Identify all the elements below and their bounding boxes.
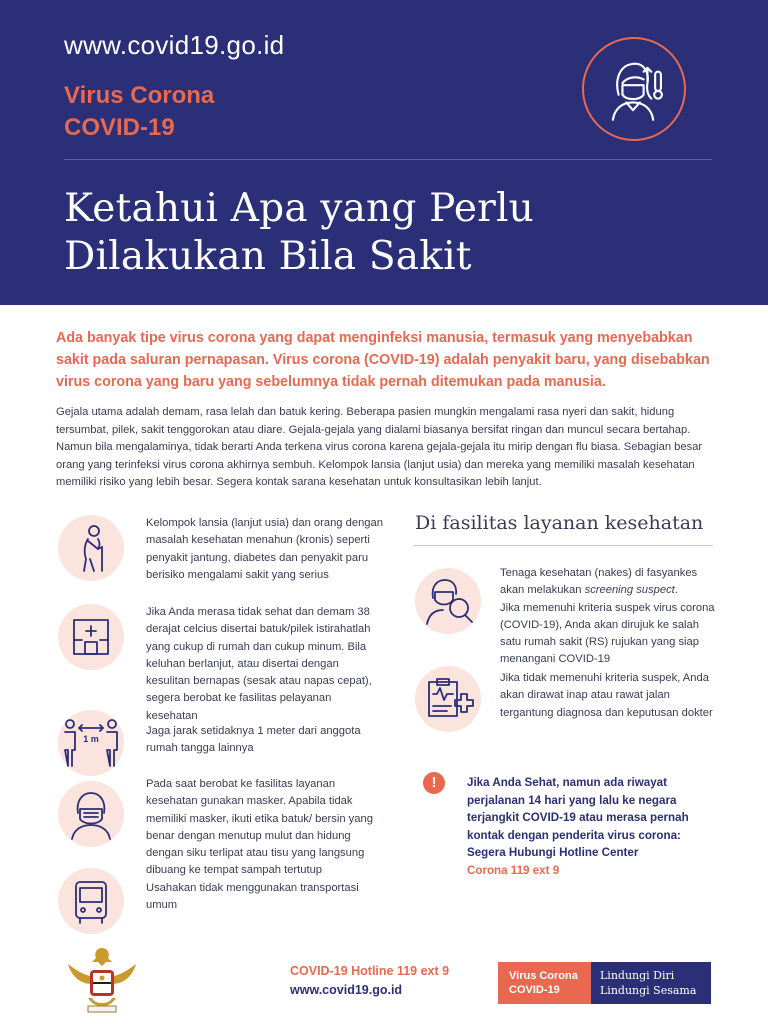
lindungi-badge [591, 962, 711, 1004]
virus-title-line2: COVID-19 [64, 114, 175, 141]
garuda-emblem-icon [62, 940, 142, 1020]
alert-text: Jika Anda Sehat, namun ada riwayat perjalanan 14 hari yang lalu ke negara terjangkit COVID-19 atau merasa pernah kontak dengan penderita virus corona: Segera Hubungi Hotline Center [467, 776, 689, 859]
right-title-divider [413, 545, 713, 546]
right-item-line1: Tenaga kesehatan (nakes) di fasyankes [500, 567, 698, 579]
virus-title-line1: Virus Corona [64, 82, 215, 109]
distance-label: 1 m [83, 734, 99, 744]
health-worker-magnifier-icon [415, 568, 481, 634]
virus-corona-badge [498, 962, 591, 1004]
bus-icon [58, 868, 124, 934]
alert-box [467, 774, 717, 879]
page-title-line2: Dilakukan Bila Sakit [64, 234, 472, 279]
header-banner [0, 0, 768, 305]
list-item-text: Jika Anda merasa tidak sehat dan demam 38 derajat celcius disertai batuk/pilek istirahatlah yang cukup di rumah dan cukup minum. Bila keluhan berlanjut, atau disertai dengan kesulitan bernapas (sesak atau napas cepat), segera berobat ke fasilitas pelayanan kesehatan [146, 606, 372, 722]
list-item-text: Pada saat berobat ke fasilitas layanan kesehatan gunakan masker. Apabila tidak memiliki masker, ikuti etika batuk/ bersin yang benar dengan menutup mulut dan hidung dengan siku terlipat atau tisu yang langsung dibuang ke tempat sampah tertutup [146, 778, 373, 877]
body-paragraph: Gejala utama adalah demam, rasa lelah dan batuk kering. Beberapa pasien mungkin mengalami rasa nyeri dan sakit, hidung tersumbat, pilek, sakit tenggorokan atau diare. Gejala-gejala yang dialami biasanya bersifat ringan dan muncul secara bertahap. Namun bila mengalaminya, tidak berarti Anda terkena virus corona karena gejala-gejala itu mirip dengan flu biasa. Sebagian besar orang yang terinfeksi virus corona akhirnya sembuh. Kelompok lansia (lanjut usia) dan mereka yang memiliki masalah kesehatan memiliki risiko yang lebih besar. Segera kontak sarana kesehatan untuk konsultasikan lebih lanjut. [56, 406, 703, 488]
right-item-text [500, 565, 720, 669]
alert-icon: ! [423, 772, 445, 794]
list-item-text: Usahakan tidak menggunakan transportasi umum [146, 882, 359, 912]
header-divider [64, 159, 712, 160]
list-item-text: Kelompok lansia (lanjut usia) dan orang dengan masalah kesehatan menahun (kronis) seperti penyakit jantung, diabetes dan penyakit paru berisiko mengalami sakit yang serius [146, 517, 383, 581]
right-item-line2-post: . [674, 584, 678, 597]
masked-person-icon [58, 781, 124, 847]
right-item-text: Jika tidak memenuhi kriteria suspek, Anda akan dirawat inap atau rawat jalan tergantung diagnosa dan keputusan dokter [500, 672, 713, 719]
site-url[interactable]: www.covid19.go.id [64, 30, 285, 60]
badge-red-line1: Virus Corona [509, 970, 578, 982]
social-distance-icon [58, 710, 124, 776]
badge-blue-line1: Lindungi Diri [600, 969, 675, 982]
right-section-title: Di fasilitas layanan kesehatan [415, 512, 704, 534]
footer-site-url[interactable]: www.covid19.go.id [290, 983, 403, 997]
hospital-icon [58, 604, 124, 670]
right-item-line2-pre: akan melakukan [500, 584, 585, 597]
virus-title [64, 80, 214, 144]
medical-chart-icon [415, 666, 481, 732]
badge-blue-line2: Lindungi Sesama [600, 984, 697, 997]
page-title-line1: Ketahui Apa yang Perlu [64, 186, 534, 231]
footer-hotline[interactable]: COVID-19 Hotline 119 ext 9 [290, 964, 450, 978]
elderly-person-icon [58, 515, 124, 581]
screening-suspect-text: screening suspect [584, 584, 675, 597]
list-item-text: Jaga jarak setidaknya 1 meter dari anggota rumah tangga lainnya [146, 725, 361, 755]
alert-hotline[interactable]: Corona 119 ext 9 [467, 863, 560, 877]
badge-red-line2: COVID-19 [509, 984, 560, 996]
right-item-line2 [500, 582, 720, 599]
person-with-mask-thermometer-icon [582, 37, 686, 141]
lead-paragraph: Ada banyak tipe virus corona yang dapat menginfeksi manusia, termasuk yang menyebabkan sakit pada saluran pernapasan. Virus corona (COVID-19) adalah penyakit baru, yang disebabkan virus corona yang baru yang sebelumnya tidak pernah ditemukan pada manusia. [56, 330, 710, 390]
page-title [64, 185, 534, 281]
right-item-rest: Jika memenuhi kriteria suspek virus corona (COVID-19), Anda akan dirujuk ke salah satu rumah sakit (RS) rujukan yang siap menangani COVID-19 [500, 601, 715, 666]
